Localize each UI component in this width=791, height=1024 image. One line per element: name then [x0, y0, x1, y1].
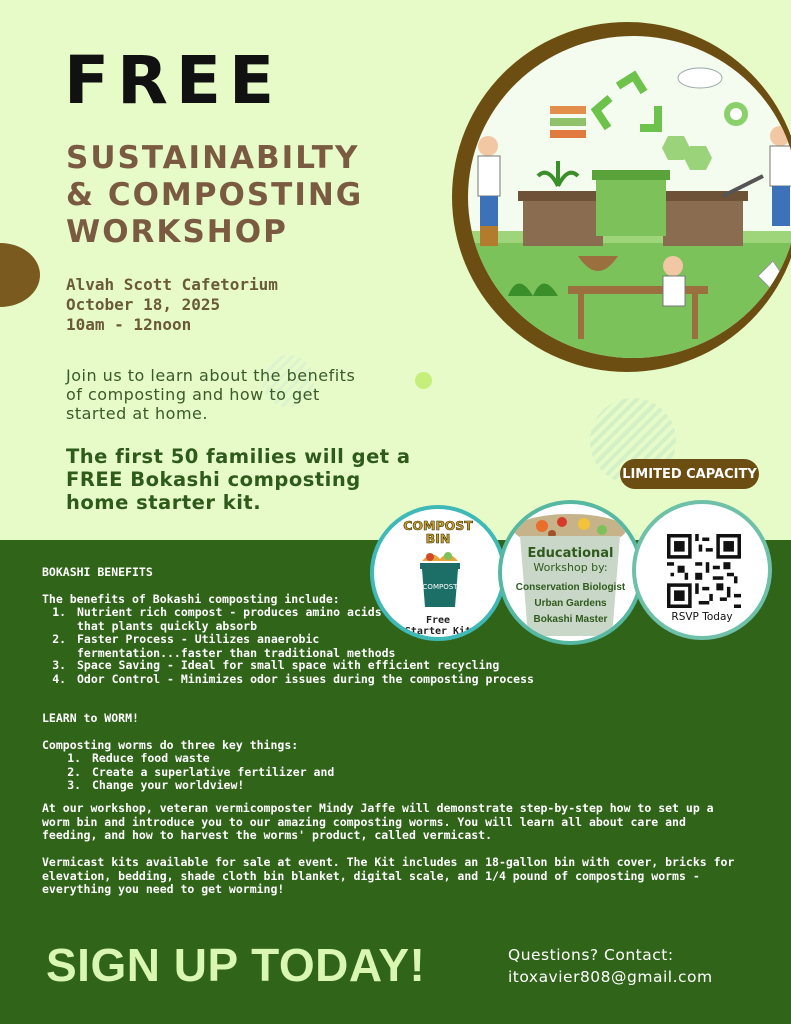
bokashi-item-1: 1. Nutrient rich compost - produces amino acids that plants quickly absorb [73, 606, 382, 633]
educational-item-3: Bokashi Master [533, 614, 608, 625]
worm-heading: LEARN to WORM! [42, 711, 139, 725]
workshop-title [66, 140, 363, 251]
educational-subtitle: Workshop by: [533, 561, 608, 574]
qr-code-icon[interactable] [667, 534, 741, 608]
compost-bin-title-line-2: BIN [425, 531, 451, 546]
bokashi-item-4: 4. Odor Control - Minimizes odor issues during the composting process [73, 673, 562, 687]
educational-item-1: Conservation Biologist [515, 582, 626, 593]
educational-item-2: Urban Gardens [534, 598, 607, 609]
garden-scene-illustration [468, 36, 791, 358]
bokashi-intro: The benefits of Bokashi composting include: [42, 592, 340, 606]
intro-text: Join us to learn about the benefits of composting and how to get started at home. [66, 366, 356, 423]
compost-bin-icon [416, 551, 464, 609]
first-50-offer: The first 50 families will get a FREE Bokashi composting home starter kit. [66, 445, 411, 514]
decorative-lime-dot [415, 372, 432, 389]
compost-bin-title [374, 519, 502, 545]
worm-paragraph-2: Vermicast kits available for sale at event. The Kit includes an 18-gallon bin with cover, bricks for elevation, bedding, shade cloth bin blanket, digital scale, and 1/4 pound of composting worms - everything you need to get worming! [42, 855, 735, 897]
educational-circle [498, 500, 643, 645]
compost-bin-caption-line-2: Starter Kit [404, 626, 472, 637]
bokashi-item-2: 2. Faster Process - Utilizes anaerobic fermentation...faster than traditional methods [73, 633, 417, 660]
compost-bin-title-line-1: COMPOST [403, 518, 473, 533]
bokashi-heading: BOKASHI BENEFITS [42, 565, 153, 579]
event-time: 10am - 12noon [66, 315, 192, 334]
signup-heading: SIGN UP TODAY! [46, 939, 426, 991]
bokashi-item-3: 3. Space Saving - Ideal for small space with efficient recycling [73, 659, 562, 673]
worm-item-1: 1. Reduce food waste [88, 752, 334, 766]
event-location: Alvah Scott Cafetorium [66, 275, 278, 294]
rsvp-label: RSVP Today [671, 611, 733, 623]
educational-text [502, 546, 639, 628]
worm-item-2: 2. Create a superlative fertilizer and [88, 766, 334, 780]
compost-bin-circle [370, 505, 506, 641]
contact-label: Questions? Contact: [508, 946, 674, 964]
compost-can-label: COMPOST [422, 583, 458, 591]
compost-bin-caption-line-1: Free [425, 615, 451, 626]
bokashi-list-cont [42, 659, 562, 686]
title-line-1: SUSTAINABILTY [66, 140, 360, 176]
contact-info [508, 944, 713, 988]
garden-illustration [468, 36, 791, 358]
worm-list [42, 752, 334, 793]
recycle-icon [596, 76, 658, 128]
bokashi-list [42, 605, 396, 660]
free-heading: FREE [64, 42, 283, 119]
contact-email[interactable]: itoxavier808@gmail.com [508, 968, 713, 986]
limited-capacity-badge: LIMITED CAPACITY [620, 459, 759, 489]
worm-paragraph-1: At our workshop, veteran vermicomposter Mindy Jaffe will demonstrate step-by-step how to set up a worm bin and introduce you to our amazing composting worms. You will learn all about care and feeding, and how to harvest the worms' product, called vermicast. [42, 801, 714, 843]
title-line-3: WORKSHOP [66, 214, 288, 250]
worm-intro: Composting worms do three key things: [42, 738, 299, 752]
title-line-2: & COMPOSTING [66, 177, 364, 213]
rsvp-circle[interactable] [632, 500, 772, 640]
educational-title: Educational [527, 546, 614, 561]
event-date: October 18, 2025 [66, 295, 221, 314]
event-details [66, 275, 278, 335]
worm-item-3: 3. Change your worldview! [88, 779, 334, 793]
